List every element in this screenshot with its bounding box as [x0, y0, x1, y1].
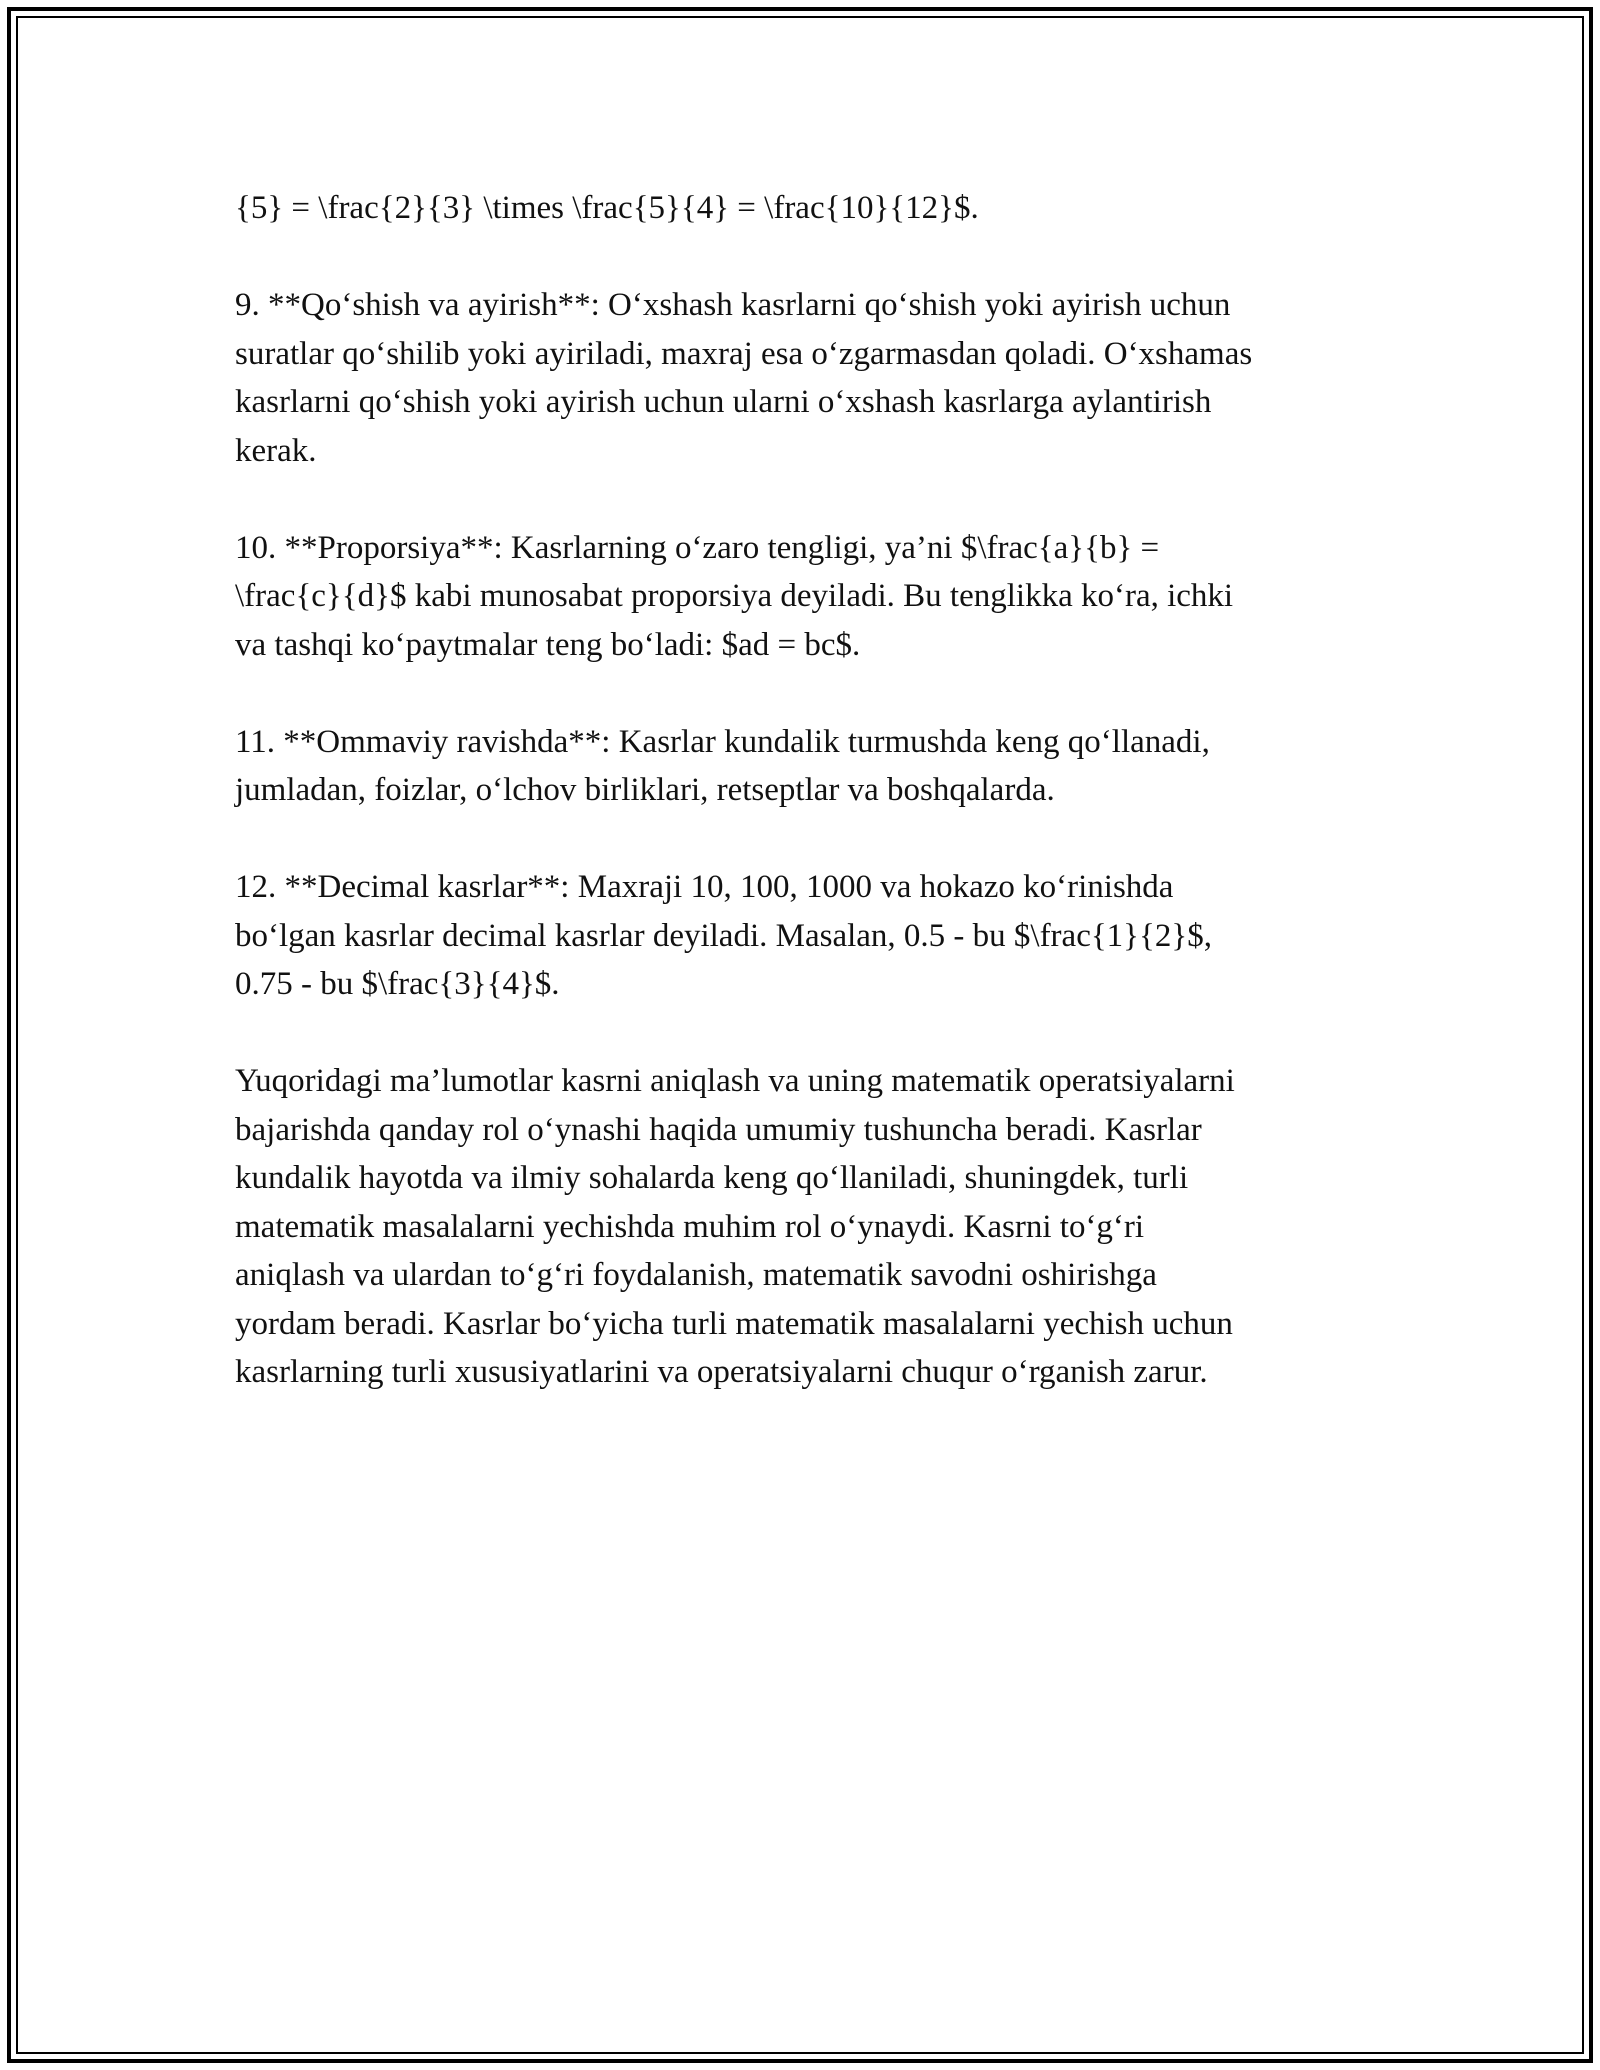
text-line: suratlar qo‘shilib yoki ayiriladi, maxraj esa o‘zgarmasdan qoladi. O‘xshamas	[235, 335, 1253, 372]
paragraph-everyday-use	[235, 718, 1375, 815]
paragraph-fraction-continuation	[235, 184, 1375, 233]
text-line: {5} = \frac{2}{3} \times \frac{5}{4} = \frac{10}{12}$.	[235, 190, 979, 226]
text-line: jumladan, foizlar, o‘lchov birliklari, retseptlar va boshqalarda.	[235, 772, 1055, 808]
paragraph-conclusion	[235, 1057, 1375, 1397]
text-line: kasrlarni qo‘shish yoki ayirish uchun ularni o‘xshash kasrlarga aylantirish	[235, 384, 1212, 420]
text-line: 0.75 - bu $\frac{3}{4}$.	[235, 966, 560, 1002]
text-line: kasrlarning turli xususiyatlarini va operatsiyalarni chuqur o‘rganish zarur.	[235, 1354, 1208, 1390]
text-line: va tashqi ko‘paytmalar teng bo‘ladi: $ad = bc$.	[235, 626, 861, 663]
text-line: \frac{c}{d}$ kabi munosabat proporsiya deyiladi. Bu tenglikka ko‘ra, ichki	[235, 578, 1234, 614]
text-line: 10. **Proporsiya**: Kasrlarning o‘zaro tengligi, ya’ni $\frac{a}{b} =	[235, 529, 1160, 566]
text-line: 12. **Decimal kasrlar**: Maxraji 10, 100, 1000 va hokazo ko‘rinishda	[235, 869, 1174, 905]
text-line: matematik masalalarni yechishda muhim rol o‘ynaydi. Kasrni to‘g‘ri	[235, 1208, 1145, 1245]
text-line: bajarishda qanday rol o‘ynashi haqida umumiy tushuncha beradi. Kasrlar	[235, 1111, 1202, 1148]
text-line: yordam beradi. Kasrlar bo‘yicha turli matematik masalalarni yechish uchun	[235, 1305, 1233, 1342]
paragraph-addition-subtraction	[235, 281, 1375, 475]
text-line: aniqlash va ulardan to‘g‘ri foydalanish, matematik savodni oshirishga	[235, 1257, 1157, 1293]
document-body	[235, 184, 1375, 1397]
text-line: Yuqoridagi ma’lumotlar kasrni aniqlash va uning matematik operatsiyalarni	[235, 1063, 1235, 1099]
text-line: bo‘lgan kasrlar decimal kasrlar deyiladi. Masalan, 0.5 - bu $\frac{1}{2}$,	[235, 917, 1212, 954]
text-line: 9. **Qo‘shish va ayirish**: O‘xshash kasrlarni qo‘shish yoki ayirish uchun	[235, 287, 1231, 323]
text-line: 11. **Ommaviy ravishda**: Kasrlar kundalik turmushda keng qo‘llanadi,	[235, 723, 1210, 760]
text-line: kerak.	[235, 432, 317, 469]
paragraph-proportion	[235, 524, 1375, 670]
paragraph-decimal-fractions	[235, 863, 1375, 1009]
text-line: kundalik hayotda va ilmiy sohalarda keng qo‘llaniladi, shuningdek, turli	[235, 1160, 1189, 1196]
